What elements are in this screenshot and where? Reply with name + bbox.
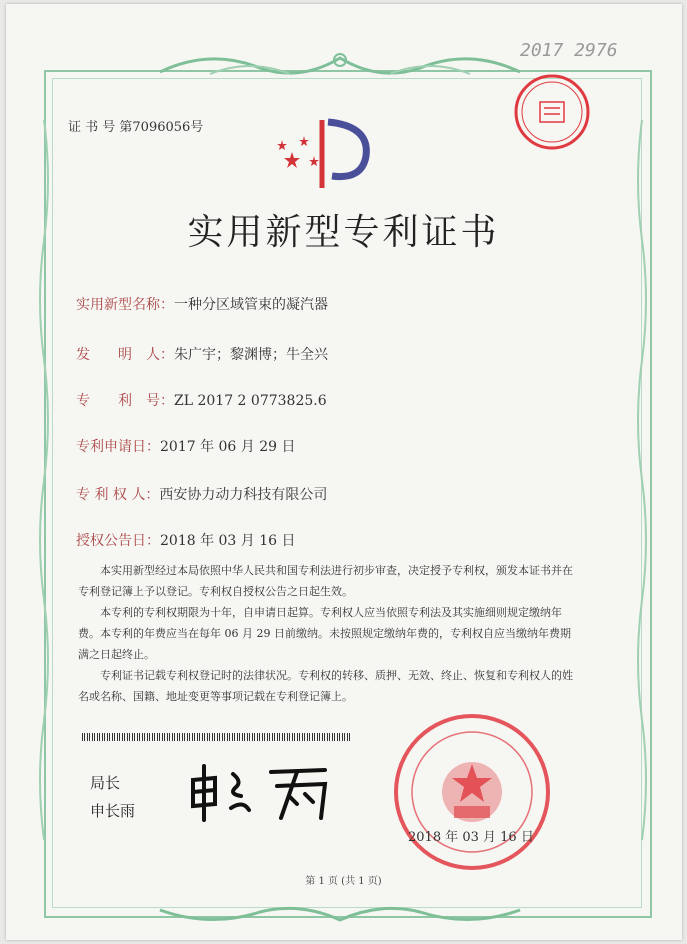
- director-signature: [185, 760, 335, 830]
- filing-date-label: 专利申请日：: [76, 439, 160, 455]
- name-label: 实用新型名称：: [76, 297, 174, 313]
- patentee-row: [76, 484, 327, 504]
- announcement-date-value: 2018 年 03 月 16 日: [160, 533, 296, 549]
- patent-number-row: [76, 390, 327, 410]
- certificate-title: 实用新型专利证书: [187, 212, 500, 253]
- bottom-ornament: [150, 900, 530, 930]
- body-paragraph-3: 专利证书记载专利权登记时的法律状况。专利权的转移、质押、无效、终止、恢复和专利权人的姓名或名称、国籍、地址变更等事项记载在专利登记簿上。: [78, 669, 573, 703]
- filing-date-value: 2017 年 06 月 29 日: [160, 439, 296, 455]
- patent-office-logo-icon: [270, 112, 380, 192]
- name-value: 一种分区域管束的凝汽器: [174, 297, 328, 313]
- certificate-number: 证 书 号 第7096056号: [68, 120, 204, 135]
- patent-number-value: ZL 2017 2 0773825.6: [174, 393, 327, 409]
- director-name: 申长雨: [90, 802, 136, 820]
- handwritten-number: 2017 2976: [520, 40, 618, 61]
- inventor-label: 发 明 人：: [76, 347, 174, 363]
- national-ip-office-seal-icon: [392, 712, 552, 872]
- top-ornament: [150, 44, 530, 84]
- patent-number-label: 专 利 号：: [76, 393, 174, 409]
- body-paragraph-1: 本实用新型经过本局依照中华人民共和国专利法进行初步审查，决定授予专利权，颁发本证书并在专利登记簿上予以登记。专利权自授权公告之日起生效。: [78, 564, 573, 598]
- announcement-date-label: 授权公告日：: [76, 533, 160, 549]
- patentee-label: 专 利 权 人：: [76, 487, 160, 503]
- page-number: 第 1 页 (共 1 页): [305, 876, 382, 887]
- inventor-value: 朱广宇；黎渊博；牛全兴: [174, 347, 328, 363]
- body-paragraph-2: 本专利的专利权期限为十年，自申请日起算。专利权人应当依照专利法及其实施细则规定缴纳年费。本专利的年费应当在每年 06 月 29 日前缴纳。未按照规定缴纳年费的，专利权自应当缴纳年费期满之日起终止。: [78, 606, 571, 661]
- barcode: [82, 733, 350, 741]
- certificate-body-text: [78, 560, 578, 707]
- seal-date: 2018 年 03 月 16 日: [408, 830, 534, 845]
- patentee-value: 西安协力动力科技有限公司: [159, 487, 328, 503]
- inventor-row: [76, 344, 328, 364]
- director-title: 局长: [90, 774, 121, 792]
- utility-model-name-row: [76, 294, 328, 314]
- agency-seal-icon: [512, 72, 592, 152]
- announcement-date-row: [76, 530, 296, 550]
- filing-date-row: [76, 436, 296, 456]
